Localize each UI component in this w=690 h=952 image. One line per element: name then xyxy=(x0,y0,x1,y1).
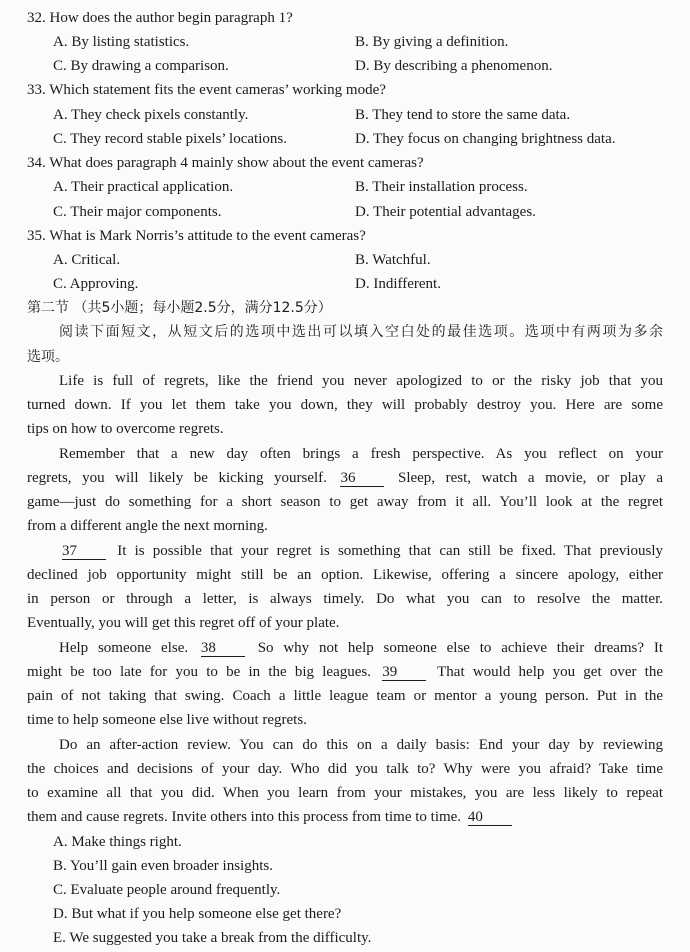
question-34-stem: 34. What does paragraph 4 mainly show about the event cameras? xyxy=(27,155,424,171)
passage-line xyxy=(27,468,663,488)
blank-36: 36 xyxy=(340,470,384,487)
passage-text: It is possible that your regret is something that can still be fixed. That previously xyxy=(117,543,664,559)
question-34-option-b: B. Their installation process. xyxy=(355,179,528,195)
passage-text: regrets, you will likely be kicking yourself. xyxy=(27,470,327,486)
choice-e: E. We suggested you take a break from the difficulty. xyxy=(53,930,372,946)
question-33-option-a: A. They check pixels constantly. xyxy=(53,107,249,123)
question-35-option-b: B. Watchful. xyxy=(355,252,431,268)
question-32-stem: 32. How does the author begin paragraph 1? xyxy=(27,10,293,26)
passage-text: So why not help someone else to achieve their dreams? It xyxy=(257,640,663,656)
question-33-option-c: C. They record stable pixels’ locations. xyxy=(53,131,287,147)
passage-line: from a different angle the next morning. xyxy=(27,518,268,534)
question-35-option-a: A. Critical. xyxy=(53,252,121,268)
question-35-option-d: D. Indifferent. xyxy=(355,276,441,292)
passage-line: declined job opportunity might still be an option. Likewise, offering a sincere apology, either xyxy=(27,567,663,583)
question-32-option-c: C. By drawing a comparison. xyxy=(53,58,229,74)
question-34-option-a: A. Their practical application. xyxy=(53,179,234,195)
passage-line: game—just do something for a short season to get away from it all. You’ll look at the regret xyxy=(27,494,663,510)
passage-line: time to help someone else live without regrets. xyxy=(27,712,307,728)
blank-39: 39 xyxy=(382,664,426,681)
passage-line xyxy=(59,638,663,658)
section-instruction: 阅读下面短文，从短文后的选项中选出可以填入空白处的最佳选项。选项中有两项为多余 xyxy=(59,324,663,340)
passage-line: Remember that a new day often brings a fresh perspective. As you reflect on your xyxy=(59,446,663,462)
passage-text: That would help you get over the xyxy=(437,664,664,680)
passage-line: to examine all that you did. When you learn from your mistakes, you are less likely to repeat xyxy=(27,785,663,801)
passage-text: Sleep, rest, watch a movie, or play a xyxy=(397,470,663,486)
passage-line: in person or through a letter, is always timely. Do what you can to resolve the matter. xyxy=(27,591,663,607)
question-33-option-d: D. They focus on changing brightness data. xyxy=(355,131,616,147)
question-32-option-b: B. By giving a definition. xyxy=(355,34,509,50)
blank-38: 38 xyxy=(201,640,245,657)
question-35-option-c: C. Approving. xyxy=(53,276,139,292)
choice-d: D. But what if you help someone else get there? xyxy=(53,906,342,922)
question-32-option-d: D. By describing a phenomenon. xyxy=(355,58,553,74)
question-33-option-b: B. They tend to store the same data. xyxy=(355,107,571,123)
passage-text: them and cause regrets. Invite others into this process from time to time. xyxy=(27,809,462,825)
passage-line: Life is full of regrets, like the friend you never apologized to or the risky job that you xyxy=(59,373,663,389)
question-34-option-d: D. Their potential advantages. xyxy=(355,204,536,220)
passage-line xyxy=(27,662,663,682)
passage-text: might be too late for you to be in the big leagues. xyxy=(27,664,371,680)
choice-a: A. Make things right. xyxy=(53,834,182,850)
passage-line xyxy=(59,541,663,561)
question-32-option-a: A. By listing statistics. xyxy=(53,34,190,50)
passage-line: turned down. If you let them take you down, they will probably destroy you. Here are some xyxy=(27,397,663,413)
section-heading: 第二节 （共5小题；每小题2.5分，满分12.5分） xyxy=(27,300,332,316)
blank-40: 40 xyxy=(468,809,512,826)
question-35-stem: 35. What is Mark Norris’s attitude to the event cameras? xyxy=(27,228,366,244)
choice-c: C. Evaluate people around frequently. xyxy=(53,882,281,898)
choice-b: B. You’ll gain even broader insights. xyxy=(53,858,273,874)
passage-text: Help someone else. xyxy=(59,640,189,656)
question-34-option-c: C. Their major components. xyxy=(53,204,222,220)
passage-line: tips on how to overcome regrets. xyxy=(27,421,224,437)
passage-line xyxy=(27,807,663,827)
section-instruction-cont: 选项。 xyxy=(27,349,69,365)
passage-line: pain of not taking that swing. Coach a little league team or mentor a young person. Put in the xyxy=(27,688,663,704)
blank-37: 37 xyxy=(62,543,106,560)
passage-line: Do an after-action review. You can do this on a daily basis: End your day by reviewing xyxy=(59,737,663,753)
passage-line: the choices and decisions of your day. Who did you talk to? Why were you afraid? Take time xyxy=(27,761,663,777)
question-33-stem: 33. Which statement fits the event cameras’ working mode? xyxy=(27,82,386,98)
passage-line: Eventually, you will get this regret off of your plate. xyxy=(27,615,340,631)
